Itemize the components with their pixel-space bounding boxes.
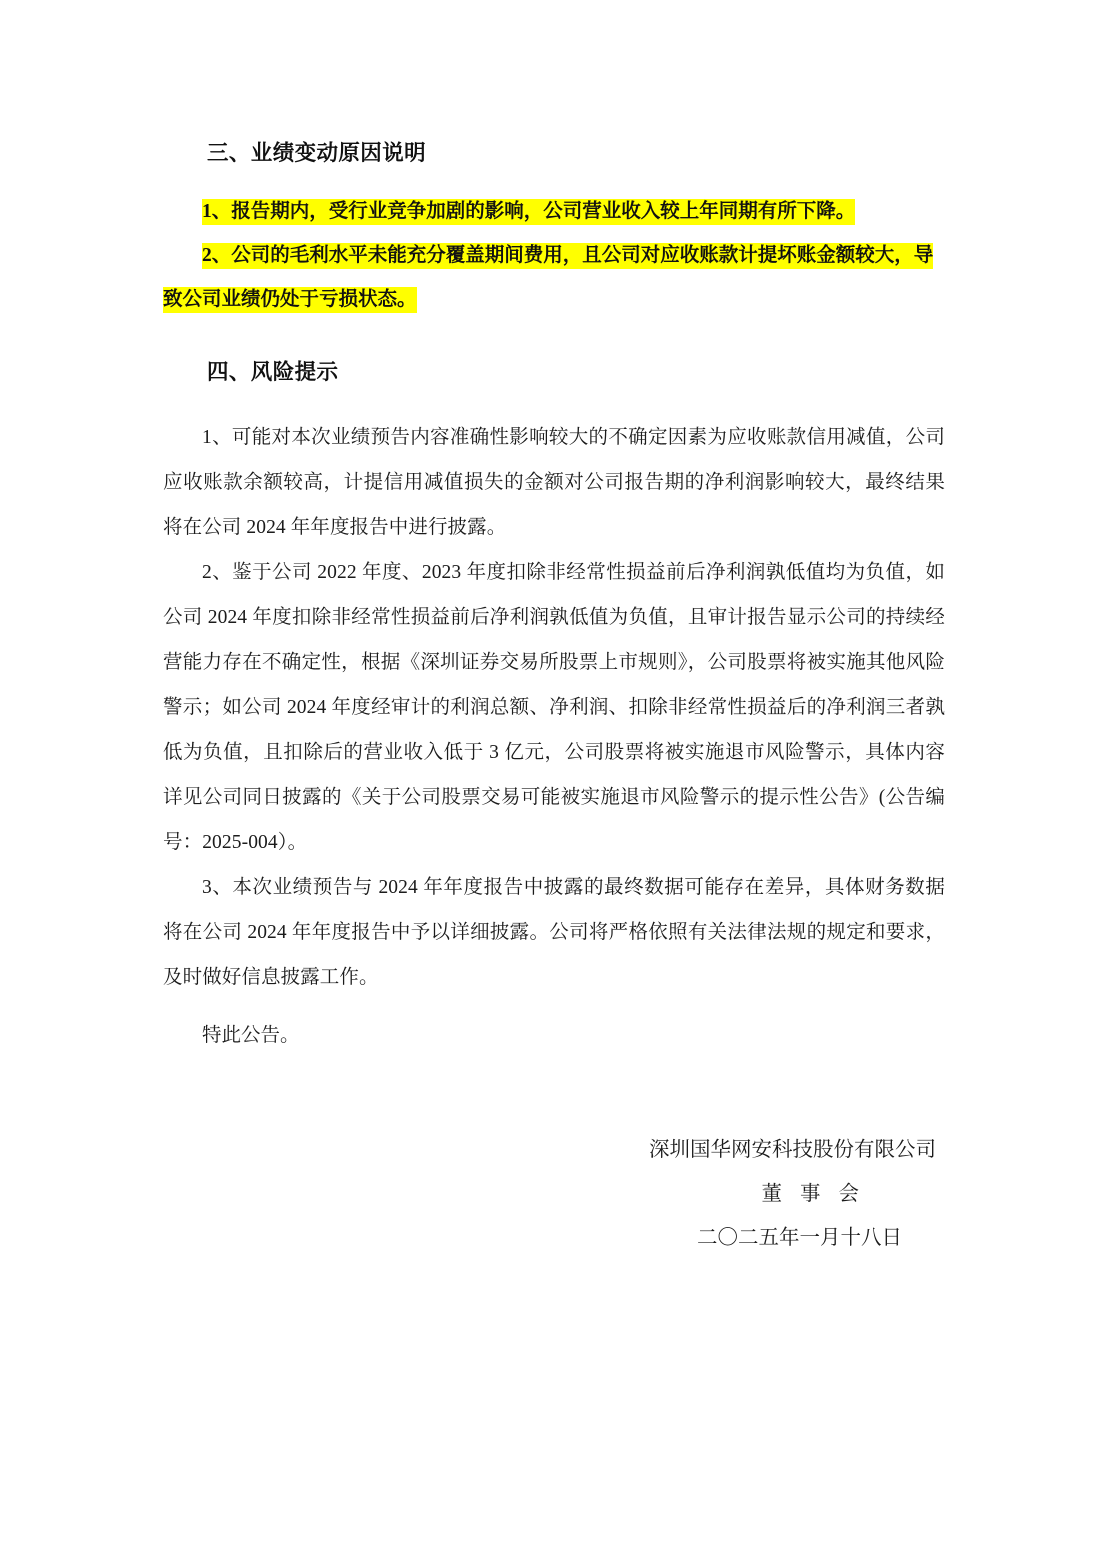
signature-board: 董事会 xyxy=(761,1183,877,1205)
risk-items-block xyxy=(163,415,945,1000)
risk-item-1: 1、可能对本次业绩预告内容准确性影响较大的不确定因素为应收账款信用减值，公司应收账款余额较高，计提信用减值损失的金额对公司报告期的净利润影响较大，最终结果将在公司 2024 年年度报告中进行披露。 xyxy=(163,427,945,538)
highlight-mark-2b: 致公司业绩仍处于亏损状态。 xyxy=(163,287,417,313)
signature-date: 二〇二五年一月十八日 xyxy=(697,1227,902,1249)
highlighted-item-2-line-1 xyxy=(163,234,945,278)
risk-item-2: 2、鉴于公司 2022 年度、2023 年度扣除非经常性损益前后净利润孰低值均为负值，如公司 2024 年度扣除非经常性损益前后净利润孰低值为负值，且审计报告显示公司的持续经营能力存在不确定性，根据《深圳证券交易所股票上市规则》，公司股票将被实施其他风险警示；如公司 2024 年度经审计的利润总额、净利润、扣除非经常性损益后的净利润三者孰低为负值，且扣除后的营业收入低于 3 亿元，公司股票将被实施退市风险警示，具体内容详见公司同日披露的《关于公司股票交易可能被实施退市风险警示的提示性公告》(公告编号：2025-004）。 xyxy=(163,562,945,853)
risk-item-3: 3、本次业绩预告与 2024 年年度报告中披露的最终数据可能存在差异，具体财务数据将在公司 2024 年年度报告中予以详细披露。公司将严格依照有关法律法规的规定和要求，及时做好信息披露工作。 xyxy=(163,877,945,988)
section-heading-four: 四、风险提示 xyxy=(207,360,339,384)
signature-company: 深圳国华网安科技股份有限公司 xyxy=(649,1139,936,1161)
highlight-mark-2a: 2、公司的毛利水平未能充分覆盖期间费用，且公司对应收账款计提坏账金额较大，导 xyxy=(202,243,933,269)
signature-block xyxy=(163,1128,945,1260)
highlighted-item-1 xyxy=(163,190,945,234)
highlight-mark-1: 1、报告期内，受行业竞争加剧的影响，公司营业收入较上年同期有所下降。 xyxy=(202,199,855,225)
highlighted-reasons-block xyxy=(163,190,945,322)
highlighted-item-2-line-2 xyxy=(163,278,945,322)
closing-notice: 特此公告。 xyxy=(202,1025,300,1046)
section-heading-three: 三、业绩变动原因说明 xyxy=(207,141,427,165)
